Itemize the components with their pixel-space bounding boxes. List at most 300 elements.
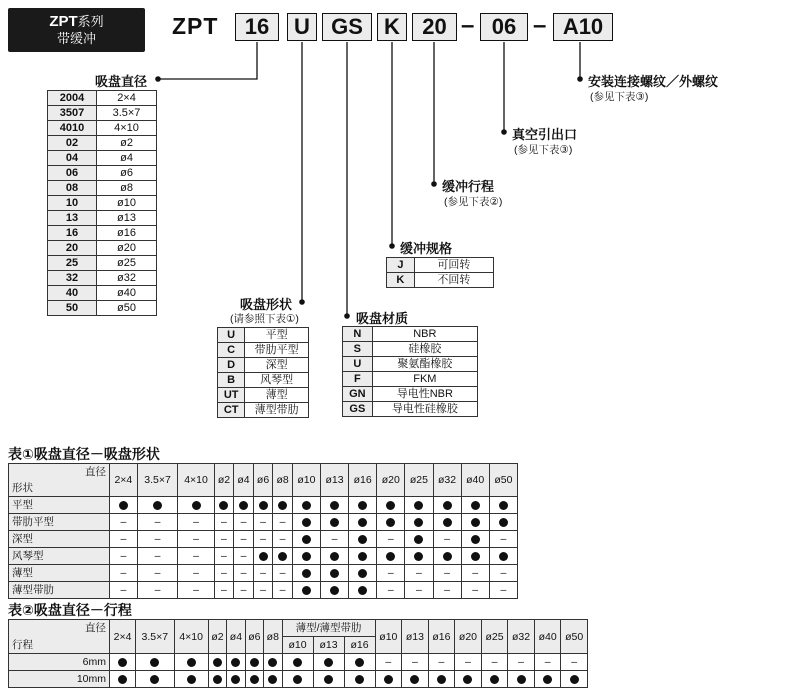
filled-dot-icon xyxy=(153,501,162,510)
matrix-cell: – xyxy=(253,531,273,548)
matrix-cell xyxy=(136,654,174,671)
matrix-cell xyxy=(110,497,138,514)
filled-dot-icon xyxy=(118,658,127,667)
filled-dot-icon xyxy=(443,501,452,510)
buffer-spec-table xyxy=(386,257,494,288)
table-row xyxy=(48,196,157,211)
table-row xyxy=(343,372,478,387)
code-cell: 08 xyxy=(48,181,97,196)
value-cell: 带肋平型 xyxy=(245,343,309,358)
column-header: ø50 xyxy=(489,464,517,497)
matrix-cell xyxy=(253,548,273,565)
table-row xyxy=(48,241,157,256)
row-label: 薄型 xyxy=(9,565,110,582)
matrix-cell: – xyxy=(214,548,234,565)
value-cell: 导电性硅橡胶 xyxy=(372,402,477,417)
filled-dot-icon xyxy=(302,535,311,544)
matrix-cell: – xyxy=(137,565,178,582)
column-header: ø16 xyxy=(344,637,375,654)
column-header: ø25 xyxy=(481,620,508,654)
code-cell: 40 xyxy=(48,286,97,301)
matrix-cell xyxy=(292,531,320,548)
row-label: 带肋平型 xyxy=(9,514,110,531)
matrix-cell xyxy=(264,654,282,671)
row-label: 薄型带肋 xyxy=(9,582,110,599)
column-header: 3.5×7 xyxy=(137,464,178,497)
pad-diameter-table xyxy=(47,90,157,316)
filled-dot-icon xyxy=(358,501,367,510)
matrix-cell: – xyxy=(234,531,254,548)
value-cell: NBR xyxy=(372,327,477,342)
filled-dot-icon xyxy=(443,552,452,561)
matrix-cell xyxy=(461,497,489,514)
matrix-cell xyxy=(344,671,375,688)
filled-dot-icon xyxy=(192,501,201,510)
filled-dot-icon xyxy=(355,675,364,684)
matrix-cell: – xyxy=(433,582,461,599)
table-row xyxy=(48,256,157,271)
matrix-cell: – xyxy=(405,565,433,582)
value-cell: ø6 xyxy=(97,166,157,181)
filled-dot-icon xyxy=(324,658,333,667)
filled-dot-icon xyxy=(302,552,311,561)
matrix-cell xyxy=(375,671,402,688)
column-header: ø4 xyxy=(227,620,245,654)
matrix-cell: – xyxy=(178,565,214,582)
column-header: ø8 xyxy=(264,620,282,654)
code-material-box: GS xyxy=(322,13,372,41)
matrix-cell xyxy=(481,671,508,688)
matrix-cell xyxy=(349,514,377,531)
filled-dot-icon xyxy=(150,675,159,684)
corner-top-label: 直径 xyxy=(85,622,106,634)
filled-dot-icon xyxy=(358,552,367,561)
code-cell: 25 xyxy=(48,256,97,271)
filled-dot-icon xyxy=(259,501,268,510)
matrix-cell xyxy=(433,497,461,514)
table-row xyxy=(343,402,478,417)
value-cell: 深型 xyxy=(245,358,309,373)
matrix-cell xyxy=(508,671,535,688)
matrix-cell: – xyxy=(214,531,234,548)
matrix-cell: – xyxy=(178,582,214,599)
matrix-cell: – xyxy=(273,531,293,548)
table1-title: 表①吸盘直径－吸盘形状 xyxy=(8,446,160,462)
matrix-cell xyxy=(349,565,377,582)
matrix-cell xyxy=(136,671,174,688)
matrix-cell: – xyxy=(428,654,455,671)
series-badge xyxy=(8,8,145,52)
matrix-cell xyxy=(461,548,489,565)
filled-dot-icon xyxy=(302,501,311,510)
matrix-cell: – xyxy=(375,654,402,671)
matrix-cell xyxy=(227,671,245,688)
code-cell: B xyxy=(218,373,245,388)
corner-top-label: 直径 xyxy=(85,466,106,478)
filled-dot-icon xyxy=(490,675,499,684)
code-vacuum-box: 06 xyxy=(480,13,528,41)
pad-material-table xyxy=(342,326,478,417)
column-header: 2×4 xyxy=(110,464,138,497)
filled-dot-icon xyxy=(268,658,277,667)
column-header: ø13 xyxy=(313,637,344,654)
matrix-cell: – xyxy=(137,582,178,599)
corner-cell xyxy=(9,464,110,497)
matrix-cell xyxy=(534,671,561,688)
filled-dot-icon xyxy=(330,569,339,578)
matrix-cell: – xyxy=(178,514,214,531)
matrix-cell xyxy=(273,548,293,565)
filled-dot-icon xyxy=(213,675,222,684)
code-thread-box: A10 xyxy=(553,13,613,41)
matrix-cell: – xyxy=(234,514,254,531)
filled-dot-icon xyxy=(386,501,395,510)
matrix-cell: – xyxy=(461,582,489,599)
table-row xyxy=(343,342,478,357)
table-row xyxy=(48,286,157,301)
matrix-cell: – xyxy=(214,514,234,531)
column-header: ø10 xyxy=(282,637,313,654)
value-cell: 导电性NBR xyxy=(372,387,477,402)
matrix-cell xyxy=(428,671,455,688)
table-row xyxy=(218,328,309,343)
matrix-cell: – xyxy=(110,582,138,599)
column-header: ø2 xyxy=(208,620,226,654)
filled-dot-icon xyxy=(358,535,367,544)
model-prefix: ZPT xyxy=(172,13,219,39)
value-cell: 聚氨酯橡胶 xyxy=(372,357,477,372)
code-cell: GS xyxy=(343,402,373,417)
matrix-cell xyxy=(110,671,136,688)
filled-dot-icon xyxy=(250,658,259,667)
matrix-cell xyxy=(561,671,588,688)
code-cell: 04 xyxy=(48,151,97,166)
value-cell: ø10 xyxy=(97,196,157,211)
matrix-cell xyxy=(282,654,313,671)
matrix-cell xyxy=(489,514,517,531)
filled-dot-icon xyxy=(471,552,480,561)
filled-dot-icon xyxy=(250,675,259,684)
filled-dot-icon xyxy=(358,569,367,578)
filled-dot-icon xyxy=(499,518,508,527)
matrix-cell xyxy=(461,514,489,531)
matrix-cell: – xyxy=(489,531,517,548)
column-header: ø2 xyxy=(214,464,234,497)
table-row xyxy=(343,327,478,342)
matrix-cell: – xyxy=(137,514,178,531)
table-row xyxy=(48,121,157,136)
code-dash-1: – xyxy=(461,12,475,39)
filled-dot-icon xyxy=(293,658,302,667)
value-cell: 2×4 xyxy=(97,91,157,106)
matrix-cell xyxy=(292,514,320,531)
matrix-cell xyxy=(489,497,517,514)
filled-dot-icon xyxy=(302,569,311,578)
corner-cell xyxy=(9,620,110,654)
code-cell: J xyxy=(387,258,415,273)
code-cell: K xyxy=(387,273,415,288)
matrix-cell xyxy=(245,654,263,671)
table-row xyxy=(387,258,494,273)
matrix-cell xyxy=(455,671,482,688)
matrix-cell: – xyxy=(433,565,461,582)
matrix-cell: – xyxy=(377,531,405,548)
code-cell: 50 xyxy=(48,301,97,316)
filled-dot-icon xyxy=(213,658,222,667)
pad-diameter-label: 吸盘直径 xyxy=(95,74,148,89)
matrix-cell xyxy=(321,565,349,582)
filled-dot-icon xyxy=(330,586,339,595)
matrix-cell xyxy=(214,497,234,514)
series-code: ZPT xyxy=(49,13,78,30)
filled-dot-icon xyxy=(386,552,395,561)
filled-dot-icon xyxy=(543,675,552,684)
matrix-cell xyxy=(321,582,349,599)
filled-dot-icon xyxy=(499,501,508,510)
matrix-cell xyxy=(377,514,405,531)
matrix-cell xyxy=(174,671,208,688)
table-row xyxy=(343,357,478,372)
column-header: ø13 xyxy=(402,620,429,654)
matrix-cell: – xyxy=(110,565,138,582)
corner-bottom-label: 行程 xyxy=(12,639,33,651)
table-row xyxy=(48,301,157,316)
matrix-cell: – xyxy=(234,548,254,565)
vacuum-outlet-note: (参见下表③) xyxy=(514,144,573,156)
code-cell: 20 xyxy=(48,241,97,256)
table-row xyxy=(48,181,157,196)
table-row xyxy=(48,106,157,121)
row-label: 10mm xyxy=(9,671,110,688)
pad-shape-table xyxy=(217,327,309,418)
value-cell: ø2 xyxy=(97,136,157,151)
filled-dot-icon xyxy=(302,518,311,527)
matrix-cell xyxy=(253,497,273,514)
filled-dot-icon xyxy=(471,518,480,527)
buffer-stroke-label: 缓冲行程 xyxy=(442,179,495,194)
matrix-cell: – xyxy=(273,514,293,531)
code-cell: 3507 xyxy=(48,106,97,121)
table-row xyxy=(9,497,518,514)
code-diameter-box: 16 xyxy=(235,13,279,41)
thin-group-header: 薄型/薄型带肋 xyxy=(282,620,375,637)
matrix-cell xyxy=(461,531,489,548)
code-buffer-box: K xyxy=(377,13,407,41)
column-header: ø25 xyxy=(405,464,433,497)
table-row xyxy=(48,166,157,181)
matrix-cell xyxy=(282,671,313,688)
code-cell: UT xyxy=(218,388,245,403)
column-header: ø6 xyxy=(245,620,263,654)
value-cell: ø40 xyxy=(97,286,157,301)
matrix-cell xyxy=(377,497,405,514)
series-subtitle: 带缓冲 xyxy=(56,31,96,46)
filled-dot-icon xyxy=(414,518,423,527)
matrix-cell: – xyxy=(273,565,293,582)
pad-material-label: 吸盘材质 xyxy=(356,311,409,326)
column-header: ø20 xyxy=(377,464,405,497)
matrix-cell xyxy=(405,497,433,514)
filled-dot-icon xyxy=(187,658,196,667)
matrix-cell: – xyxy=(402,654,429,671)
column-header: ø8 xyxy=(273,464,293,497)
table-row xyxy=(218,373,309,388)
matrix-cell: – xyxy=(234,565,254,582)
matrix-cell xyxy=(321,548,349,565)
column-header: ø4 xyxy=(234,464,254,497)
matrix-cell xyxy=(174,654,208,671)
filled-dot-icon xyxy=(384,675,393,684)
code-shape-box: U xyxy=(287,13,317,41)
matrix-cell: – xyxy=(377,565,405,582)
column-header: ø16 xyxy=(428,620,455,654)
filled-dot-icon xyxy=(278,501,287,510)
matrix-cell xyxy=(208,671,226,688)
filled-dot-icon xyxy=(150,658,159,667)
filled-dot-icon xyxy=(358,586,367,595)
filled-dot-icon xyxy=(471,501,480,510)
filled-dot-icon xyxy=(219,501,228,510)
table-row xyxy=(48,151,157,166)
code-stroke-box: 20 xyxy=(412,13,457,41)
table-row xyxy=(218,343,309,358)
matrix-cell: – xyxy=(508,654,535,671)
filled-dot-icon xyxy=(119,501,128,510)
column-header: ø50 xyxy=(561,620,588,654)
matrix-cell xyxy=(433,514,461,531)
row-label: 深型 xyxy=(9,531,110,548)
filled-dot-icon xyxy=(293,675,302,684)
filled-dot-icon xyxy=(278,552,287,561)
column-header: 2×4 xyxy=(110,620,136,654)
code-cell: F xyxy=(343,372,373,387)
matrix-cell: – xyxy=(461,565,489,582)
matrix-cell xyxy=(292,582,320,599)
filled-dot-icon xyxy=(330,501,339,510)
filled-dot-icon xyxy=(268,675,277,684)
value-cell: 硅橡胶 xyxy=(372,342,477,357)
filled-dot-icon xyxy=(414,552,423,561)
filled-dot-icon xyxy=(231,675,240,684)
column-header: 3.5×7 xyxy=(136,620,174,654)
column-header: 4×10 xyxy=(174,620,208,654)
matrix-cell xyxy=(245,671,263,688)
corner-bottom-label: 形状 xyxy=(12,482,33,494)
matrix-cell: – xyxy=(110,531,138,548)
pad-shape-note: (请参照下表①) xyxy=(230,313,299,325)
column-header: ø32 xyxy=(508,620,535,654)
matrix-cell: – xyxy=(455,654,482,671)
row-label: 6mm xyxy=(9,654,110,671)
value-cell: ø50 xyxy=(97,301,157,316)
matrix-cell xyxy=(405,531,433,548)
table-row xyxy=(9,531,518,548)
code-cell: 13 xyxy=(48,211,97,226)
value-cell: 薄型带肋 xyxy=(245,403,309,418)
table-row xyxy=(9,514,518,531)
matrix-cell: – xyxy=(234,582,254,599)
value-cell: 可回转 xyxy=(414,258,493,273)
table2-title: 表②吸盘直径－行程 xyxy=(8,602,132,618)
matrix-cell xyxy=(137,497,178,514)
value-cell: ø13 xyxy=(97,211,157,226)
value-cell: ø4 xyxy=(97,151,157,166)
table-row xyxy=(218,403,309,418)
value-cell: ø32 xyxy=(97,271,157,286)
matrix-cell: – xyxy=(137,548,178,565)
matrix-cell: – xyxy=(489,565,517,582)
column-header: ø6 xyxy=(253,464,273,497)
matrix-cell xyxy=(321,514,349,531)
value-cell: FKM xyxy=(372,372,477,387)
code-cell: 10 xyxy=(48,196,97,211)
matrix-cell xyxy=(433,548,461,565)
matrix-cell xyxy=(377,548,405,565)
filled-dot-icon xyxy=(570,675,579,684)
table-row xyxy=(387,273,494,288)
filled-dot-icon xyxy=(358,518,367,527)
matrix-cell xyxy=(321,497,349,514)
matrix-cell: – xyxy=(110,548,138,565)
matrix-cell: – xyxy=(321,531,349,548)
matrix-cell: – xyxy=(561,654,588,671)
value-cell: ø16 xyxy=(97,226,157,241)
matrix-cell xyxy=(313,671,344,688)
matrix-cell xyxy=(313,654,344,671)
column-header: ø32 xyxy=(433,464,461,497)
matrix-cell: – xyxy=(214,582,234,599)
table-header-row xyxy=(9,620,588,637)
filled-dot-icon xyxy=(463,675,472,684)
table-row xyxy=(48,271,157,286)
code-dash-2: – xyxy=(533,12,547,39)
code-cell: D xyxy=(218,358,245,373)
matrix-cell xyxy=(292,565,320,582)
filled-dot-icon xyxy=(330,518,339,527)
filled-dot-icon xyxy=(386,518,395,527)
filled-dot-icon xyxy=(414,535,423,544)
value-cell: ø8 xyxy=(97,181,157,196)
matrix-cell: – xyxy=(273,582,293,599)
column-header: ø40 xyxy=(534,620,561,654)
code-cell: 32 xyxy=(48,271,97,286)
matrix-cell xyxy=(178,497,214,514)
value-cell: 不回转 xyxy=(414,273,493,288)
matrix-cell: – xyxy=(377,582,405,599)
matrix-cell: – xyxy=(178,548,214,565)
matrix-cell xyxy=(349,497,377,514)
filled-dot-icon xyxy=(118,675,127,684)
table-row xyxy=(48,211,157,226)
table2-stroke-matrix xyxy=(8,619,588,688)
matrix-cell xyxy=(344,654,375,671)
buffer-spec-label: 缓冲规格 xyxy=(400,241,453,256)
column-header: 4×10 xyxy=(178,464,214,497)
code-cell: S xyxy=(343,342,373,357)
column-header: ø13 xyxy=(321,464,349,497)
table-row xyxy=(9,654,588,671)
table-row xyxy=(48,91,157,106)
matrix-cell xyxy=(227,654,245,671)
filled-dot-icon xyxy=(443,518,452,527)
filled-dot-icon xyxy=(355,658,364,667)
filled-dot-icon xyxy=(187,675,196,684)
table-row xyxy=(48,136,157,151)
vacuum-outlet-label: 真空引出口 xyxy=(512,127,578,142)
value-cell: 平型 xyxy=(245,328,309,343)
matrix-cell: – xyxy=(253,565,273,582)
filled-dot-icon xyxy=(471,535,480,544)
